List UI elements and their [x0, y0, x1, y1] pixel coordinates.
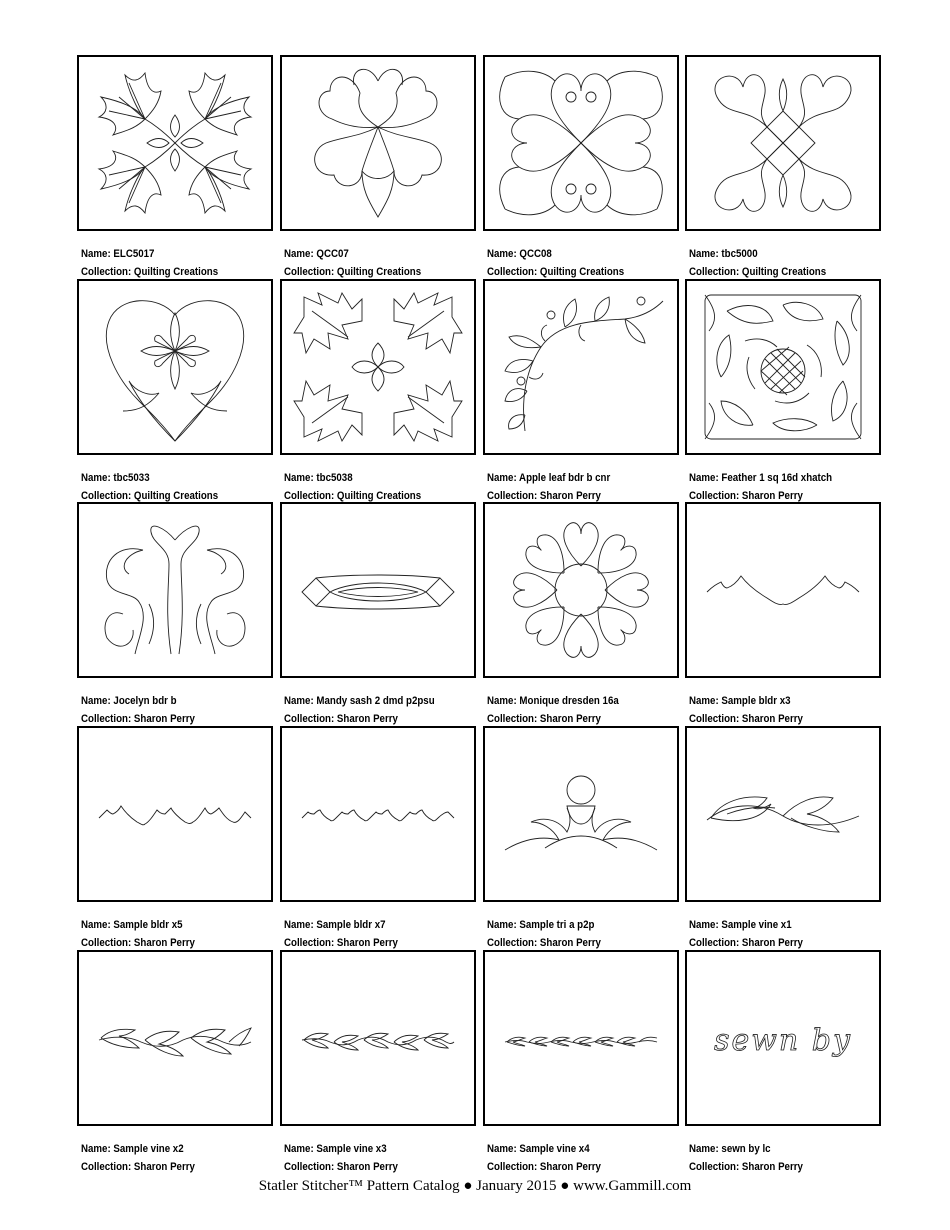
pattern-collection: Quilting Creations: [336, 490, 422, 502]
vine-x3-motif-icon: [282, 952, 474, 1124]
pattern-thumbnail[interactable]: [280, 950, 476, 1126]
pattern-collection: Quilting Creations: [336, 266, 422, 278]
collection-label: Collection: [689, 937, 736, 949]
vine-x4-motif-icon: [485, 952, 677, 1124]
pattern-collection: Sharon Perry: [539, 713, 601, 725]
pattern-thumbnail[interactable]: [483, 55, 679, 231]
heart-ring-motif-icon: [485, 504, 677, 676]
collection-label: Collection: [689, 266, 736, 278]
collection-label: Collection: [284, 490, 331, 502]
pattern-collection: Quilting Creations: [741, 266, 827, 278]
collection-label: Collection: [487, 1161, 534, 1173]
pattern-collection: Quilting Creations: [539, 266, 625, 278]
pattern-caption: Name: sewn by lc Collection: Sharon Perry: [689, 1143, 803, 1173]
diamond-sash-motif-icon: [282, 504, 474, 676]
pattern-name: Jocelyn bdr b: [113, 695, 177, 707]
pattern-collection: Sharon Perry: [133, 713, 195, 725]
pattern-caption: Name: Mandy sash 2 dmd p2psu Collection: Sharon Perry: [284, 695, 435, 725]
collection-label: Collection: [81, 266, 128, 278]
hearts-swirl-motif-icon: [485, 57, 677, 229]
script-sewn-by-motif-icon: [687, 952, 879, 1124]
pattern-thumbnail[interactable]: [483, 279, 679, 455]
pattern-collection: Sharon Perry: [539, 1161, 601, 1173]
pattern-collection: Quilting Creations: [133, 266, 219, 278]
pattern-caption: Name: QCC08 Collection: Quilting Creations: [487, 248, 625, 278]
pattern-caption: Name: Apple leaf bdr b cnr Collection: Sharon Perry: [487, 472, 611, 502]
pattern-name: Sample vine x3: [316, 1143, 387, 1155]
svg-text:sewn by: sewn by: [714, 1023, 852, 1058]
catalog-footer: Statler Stitcher™ Pattern Catalog ● January 2015 ● www.Gammill.com: [258, 1178, 692, 1194]
pattern-caption: Name: ELC5017 Collection: Quilting Creations: [81, 248, 219, 278]
pattern-collection: Sharon Perry: [336, 1161, 398, 1173]
pattern-thumbnail[interactable]: [685, 55, 881, 231]
heart-flower-motif-icon: [79, 281, 271, 453]
collection-label: Collection: [689, 713, 736, 725]
name-label: Name: [81, 1143, 108, 1155]
collection-label: Collection: [81, 490, 128, 502]
pattern-thumbnail[interactable]: [685, 279, 881, 455]
pattern-thumbnail[interactable]: [280, 502, 476, 678]
pattern-collection: Sharon Perry: [741, 490, 803, 502]
pattern-collection: Sharon Perry: [133, 937, 195, 949]
name-label: Name: [284, 919, 311, 931]
pattern-collection: Sharon Perry: [539, 490, 601, 502]
name-label: Name: [284, 695, 311, 707]
name-label: Name: [81, 248, 108, 260]
pattern-thumbnail[interactable]: [685, 726, 881, 902]
pattern-caption: Name: Feather 1 sq 16d xhatch Collection: Sharon Perry: [689, 472, 833, 502]
name-label: Name: [689, 248, 716, 260]
pattern-caption: Name: Sample bldr x3 Collection: Sharon Perry: [689, 695, 803, 725]
pattern-name: Sample bldr x3: [721, 695, 791, 707]
leaf-quad-motif-icon: [79, 57, 271, 229]
feather-square-motif-icon: [687, 281, 879, 453]
pattern-caption: Name: Sample vine x2 Collection: Sharon Perry: [81, 1143, 195, 1173]
pattern-collection: Sharon Perry: [336, 937, 398, 949]
pattern-thumbnail[interactable]: [77, 502, 273, 678]
vine-x2-motif-icon: [79, 952, 271, 1124]
pattern-thumbnail[interactable]: [483, 726, 679, 902]
pattern-caption: Name: Sample vine x4 Collection: Sharon Perry: [487, 1143, 601, 1173]
pattern-collection: Sharon Perry: [336, 713, 398, 725]
collection-label: Collection: [81, 713, 128, 725]
pattern-thumbnail[interactable]: [483, 950, 679, 1126]
pattern-caption: Name: tbc5033 Collection: Quilting Creations: [81, 472, 219, 502]
pattern-caption: Name: Sample bldr x7 Collection: Sharon Perry: [284, 919, 398, 949]
collection-label: Collection: [487, 266, 534, 278]
pattern-caption: Name: Sample vine x3 Collection: Sharon Perry: [284, 1143, 398, 1173]
name-label: Name: [487, 472, 514, 484]
pattern-caption: Name: Sample vine x1 Collection: Sharon Perry: [689, 919, 803, 949]
pattern-collection: Sharon Perry: [741, 713, 803, 725]
collection-label: Collection: [81, 1161, 128, 1173]
pattern-name: tbc5033: [113, 472, 150, 484]
name-label: Name: [487, 1143, 514, 1155]
pattern-name: Feather 1 sq 16d xhatch: [721, 472, 833, 484]
vine-corner-motif-icon: [485, 281, 677, 453]
pattern-name: tbc5000: [721, 248, 758, 260]
pattern-thumbnail[interactable]: [77, 726, 273, 902]
name-label: Name: [689, 919, 716, 931]
pattern-name: tbc5038: [316, 472, 353, 484]
holly-quad-motif-icon: [282, 281, 474, 453]
pattern-name: Sample vine x4: [519, 1143, 590, 1155]
border-x5-motif-icon: [79, 728, 271, 900]
pattern-thumbnail[interactable]: [77, 950, 273, 1126]
tri-p2p-motif-icon: [485, 728, 677, 900]
name-label: Name: [487, 695, 514, 707]
floral-cross-motif-icon: [687, 57, 879, 229]
name-label: Name: [284, 472, 311, 484]
collection-label: Collection: [487, 937, 534, 949]
pattern-thumbnail[interactable]: [685, 502, 881, 678]
hearts-star-motif-icon: [282, 57, 474, 229]
pattern-thumbnail[interactable]: [77, 279, 273, 455]
pattern-thumbnail[interactable]: [280, 55, 476, 231]
name-label: Name: [487, 919, 514, 931]
name-label: Name: [689, 472, 716, 484]
collection-label: Collection: [284, 713, 331, 725]
pattern-thumbnail[interactable]: [483, 502, 679, 678]
pattern-name: Sample vine x1: [721, 919, 792, 931]
collection-label: Collection: [284, 266, 331, 278]
name-label: Name: [81, 695, 108, 707]
pattern-collection: Sharon Perry: [741, 1161, 803, 1173]
pattern-caption: Name: Jocelyn bdr b Collection: Sharon Perry: [81, 695, 195, 725]
pattern-thumbnail[interactable]: [77, 55, 273, 231]
name-label: Name: [81, 919, 108, 931]
vine-x1-motif-icon: [687, 728, 879, 900]
pattern-thumbnail[interactable]: [280, 726, 476, 902]
collection-label: Collection: [487, 490, 534, 502]
collection-label: Collection: [689, 1161, 736, 1173]
pattern-caption: Name: tbc5038 Collection: Quilting Creations: [284, 472, 422, 502]
pattern-caption: Name: Sample bldr x5 Collection: Sharon Perry: [81, 919, 195, 949]
pattern-caption: Name: tbc5000 Collection: Quilting Creations: [689, 248, 827, 278]
collection-label: Collection: [689, 490, 736, 502]
collection-label: Collection: [284, 1161, 331, 1173]
pattern-name: Apple leaf bdr b cnr: [519, 472, 611, 484]
heart-scroll-motif-icon: [79, 504, 271, 676]
pattern-name: Sample tri a p2p: [519, 919, 595, 931]
pattern-thumbnail[interactable]: [280, 279, 476, 455]
pattern-caption: Name: Sample tri a p2p Collection: Sharon Perry: [487, 919, 601, 949]
pattern-name: Sample bldr x5: [113, 919, 183, 931]
pattern-collection: Sharon Perry: [741, 937, 803, 949]
pattern-collection: Sharon Perry: [539, 937, 601, 949]
name-label: Name: [487, 248, 514, 260]
pattern-caption: Name: QCC07 Collection: Quilting Creations: [284, 248, 422, 278]
pattern-name: Sample vine x2: [113, 1143, 184, 1155]
pattern-name: Sample bldr x7: [316, 919, 386, 931]
pattern-thumbnail[interactable]: [685, 950, 881, 1126]
name-label: Name: [689, 1143, 716, 1155]
name-label: Name: [284, 248, 311, 260]
name-label: Name: [81, 472, 108, 484]
pattern-name: Mandy sash 2 dmd p2psu: [316, 695, 435, 707]
collection-label: Collection: [81, 937, 128, 949]
collection-label: Collection: [487, 713, 534, 725]
border-x3-motif-icon: [687, 504, 879, 676]
pattern-name: QCC07: [316, 248, 349, 260]
border-x7-motif-icon: [282, 728, 474, 900]
name-label: Name: [284, 1143, 311, 1155]
pattern-name: ELC5017: [113, 248, 155, 260]
pattern-collection: Quilting Creations: [133, 490, 219, 502]
collection-label: Collection: [284, 937, 331, 949]
pattern-name: QCC08: [519, 248, 552, 260]
name-label: Name: [689, 695, 716, 707]
pattern-collection: Sharon Perry: [133, 1161, 195, 1173]
pattern-name: sewn by lc: [721, 1143, 771, 1155]
pattern-caption: Name: Monique dresden 16a Collection: Sharon Perry: [487, 695, 619, 725]
pattern-name: Monique dresden 16a: [519, 695, 619, 707]
